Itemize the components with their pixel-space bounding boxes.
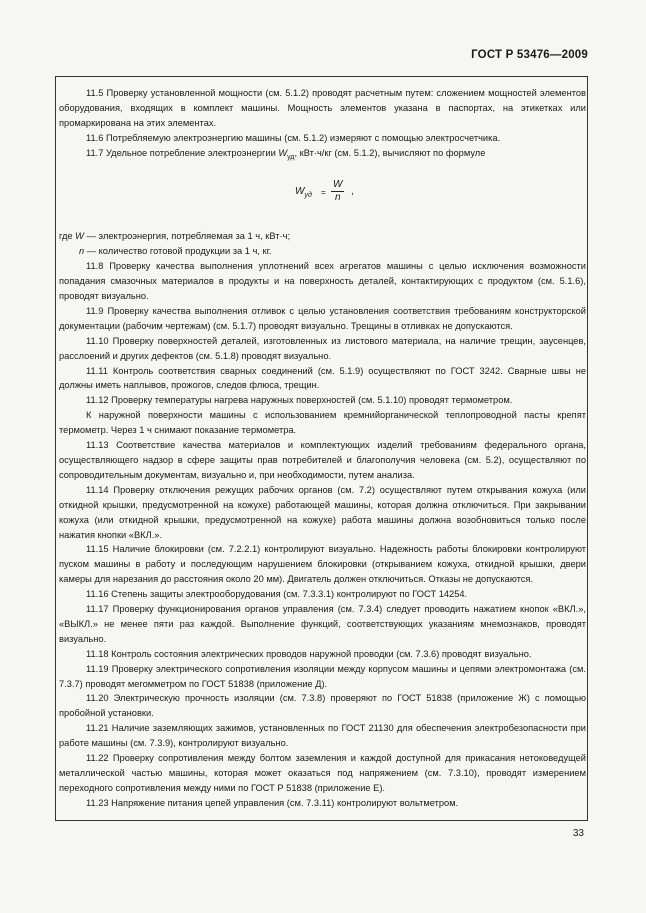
paragraph-11-23: 11.23 Напряжение питания цепей управления (см. 7.3.11) контролируют вольтметром. bbox=[86, 797, 459, 808]
paragraph-11-13: 11.13 Соответствие качества материалов и комплектующих изделий требованиям федерального органа, осуществляющего надзор в сфере защиты прав потребителей и благополучия человека (см. 5.2), осуществляют по сопроводительным документам, визуально и, при необходимости, путем анализа. bbox=[59, 440, 586, 480]
paragraph-11-11: 11.11 Контроль соответствия сварных соединений (см. 5.1.9) осуществляют по ГОСТ 3242. Сварные швы не должны иметь наплывов, прожогов, следов флюса, трещин. bbox=[59, 365, 586, 391]
paragraph-11-9: 11.9 Проверку качества выполнения отливок с целью установления соответствия требованиям конструкторской документации (рабочим чертежам) (см. 5.1.7) проводят визуально. Трещины в отливках не допускаются. bbox=[59, 305, 586, 331]
paragraph-11-6: 11.6 Потребляемую электроэнергию машины (см. 5.1.2) измеряют с помощью электросчетчика. bbox=[86, 132, 501, 143]
paragraph-11-12: 11.12 Проверку температуры нагрева наружных поверхностей (см. 5.1.10) проводят термометром. bbox=[86, 395, 513, 406]
where-w: где W — электроэнергия, потребляемая за 1 ч, кВт·ч; bbox=[59, 231, 291, 242]
paragraph-11-19: 11.19 Проверку электрического сопротивления изоляции между корпусом машины и цепями электромонтажа (см. 7.3.7) проводят мегомметром по ГОСТ 51838 (приложение Д). bbox=[59, 663, 586, 689]
paragraph-11-21: 11.21 Наличие заземляющих зажимов, установленных по ГОСТ 21130 для обеспечения электробезопасности при работе машины (см. 7.3.9), контролируют визуально. bbox=[59, 723, 586, 749]
formula-comma: , bbox=[351, 186, 354, 198]
where-n: n — количество готовой продукции за 1 ч, кг. bbox=[79, 246, 272, 257]
paragraph-11-7: 11.7 Удельное потребление электроэнергии $W_{уд}$, кВт·ч/кг (см. 5.1.2), вычисляют по формуле bbox=[86, 147, 486, 161]
paragraph-11-12-cont: К наружной поверхности машины с использованием кремнийорганической теплопроводной пасты крепят термометр. Через 1 ч снимают показание термометра. bbox=[59, 410, 586, 436]
paragraph-11-14: 11.14 Проверку отключения режущих рабочих органов (см. 7.2) осуществляют путем открывания кожуха (или откидной крышки, предусмотренной на кожухе) работающей машины, которая должна отключиться. При закрывании кожуха (или откидной крышки, предусмотренной на кожухе) работа машины должна возобновиться только после нажатия кнопки «ВКЛ.». bbox=[59, 484, 586, 540]
paragraph-11-18: 11.18 Контроль состояния электрических проводов наружной проводки (см. 7.3.6) проводят визуально. bbox=[86, 648, 532, 659]
paragraph-11-15: 11.15 Наличие блокировки (см. 7.2.2.1) контролируют визуально. Надежность работы блокировки контролируют пуском машины в работу и последующим нарушением блокировки (открыванием кожуха, откидной крышки, двери камеры для нарезания до расстояния около 20 мм). Двигатель должен отключиться. Отказы не допускаются. bbox=[59, 544, 586, 585]
paragraph-11-8: 11.8 Проверку качества выполнения уплотнений всех агрегатов машины с целью исключения возможности попадания смазочных материалов в продукты и на поверхность деталей, контактирующих с продуктом (см. 5.1.6), проводят визуально. bbox=[59, 261, 586, 302]
formula bbox=[59, 165, 586, 229]
paragraph-11-17: 11.17 Проверку функционирования органов управления (см. 7.3.4) следует проводить нажатием кнопок «ВКЛ.», «ВЫКЛ.» не менее пяти раз каждой. Выполнение функций, соответствующих указаниям мнемознаков, проводят визуально. bbox=[59, 604, 586, 644]
paragraph-11-10: 11.10 Проверку поверхностей деталей, изготовленных из листового материала, на наличие трещин, заусенцев, расслоений и других дефектов (см. 5.1.8) проводят визуально. bbox=[59, 335, 586, 361]
paragraph-11-16: 11.16 Степень защиты электрооборудования (см. 7.3.3.1) контролируют по ГОСТ 14254. bbox=[86, 589, 468, 600]
formula-lhs: $W_{уд}$ bbox=[295, 186, 312, 200]
formula-fraction bbox=[331, 179, 344, 204]
paragraph-11-20: 11.20 Электрическую прочность изоляции (см. 7.3.8) проверяют по ГОСТ 51838 (приложение Ж) с помощью пробойной установки. bbox=[59, 693, 586, 719]
formula-equals: = bbox=[321, 188, 326, 198]
paragraph-11-5: 11.5 Проверку установленной мощности (см. 5.1.2) проводят расчетным путем: сложением мощностей элементов оборудования, входящих в комплект машины. Мощность элементов указана в паспортах, на этикетках или промаркирована на этих элементах. bbox=[59, 88, 586, 128]
formula-denominator: n bbox=[334, 192, 341, 204]
formula-numerator: W bbox=[333, 179, 343, 191]
paragraph-11-22: 11.22 Проверку сопротивления между болтом заземления и каждой доступной для прикасания нетоковедущей металлической частью машины, которая может оказаться под напряжением (см. 7.3.10), проводят измерением переходного сопротивления между ними по ГОСТ Р 51838 (приложение Е). bbox=[59, 753, 586, 793]
document-header: ГОСТ Р 53476—2009 bbox=[471, 49, 588, 61]
page-number: 33 bbox=[572, 828, 584, 839]
page-content bbox=[59, 86, 586, 811]
